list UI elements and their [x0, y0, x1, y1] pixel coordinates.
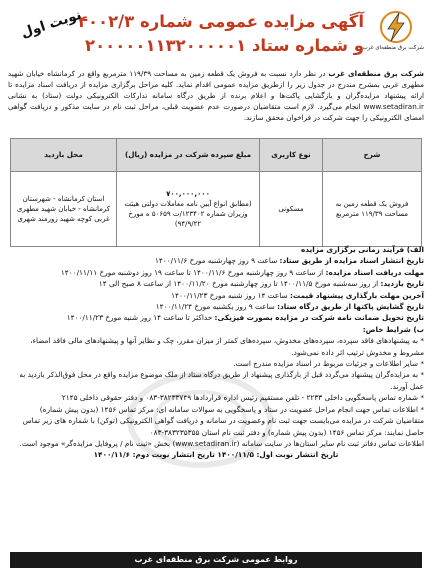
company-logo — [362, 10, 424, 60]
condition-3: * به مزایده‌گران پیشنهاد می‌گردد قبل از بارگذاری پیشنهاد از طریق درگاه ستاد از ملک موضوع مزایده واقع در محل فوق‌الذکر بازدید به عمل آورند. — [19, 370, 424, 391]
condition-1: * به پیشنهادهای فاقد سپرده، سپرده‌های مخدوش، سپرده‌های کمتر از میزان مقرر، چک و نظایر آنها و پیشنهادهای مالی فاقد امضاء، مشروط و مخدوش ترتیب اثر داده نمی‌شود. — [30, 336, 424, 357]
deliver-text: حداکثر تا ساعت ۱۴ روز شنبه مورخ ۱۴۰۰/۱۱/۲۳ — [66, 313, 215, 323]
last-text: ساعت ۱۴ روز شنبه مورخ ۱۴۰۰/۱۱/۲۳ — [171, 290, 290, 300]
cell-use: مسکونی — [260, 172, 323, 247]
condition-5: * اطلاعات تماس جهت انجام مراحل عضویت در ستاد و پاسخگویی به سوالات سامانه ای: مرکز تماس ۱۴۵۶ (بدون پیش شماره) — [39, 404, 424, 414]
intro-text: در نظر دارد نسبت به فروش یک قطعه زمین به مساحت ۱۱۹/۳۹ مترمربع واقع در کرمانشاه خیابان شهید مطهری غربی بمشرح مندرج در جدول زیر را ازطریق مزایده عمومی اقدام نماید. کلیه مراحل برگزاری مزایده از دریافت اسناد مزایده تا ارائه پیشنهاد مزایده‌گران و بازگشایی پاکت‌ها و اعلام برنده از طریق درگاه سامانه تدارکات الکترونیکی دولت (ستاد) به نشانی www.setadiran.ir انجام می‌گیرد. لازم است متقاضیان درصورت عدم عضویت قبلی، مراحل ثبت نام در سایت مذکور و دریافت گواهی امضای الکترونیکی را جهت شرکت در فراخوان محقق سازند. — [8, 69, 424, 122]
table-row — [11, 172, 422, 247]
condition-7: اطلاعات تماس دفاتر ثبت نام سایر استان‌ها در سایت سامانه (www.setadiran.ir) بخش «ثبت نام / پروفایل مزایده‌گر» موجود است. — [19, 438, 424, 448]
pub-label: تاریخ انتشار اسناد مزایده از طریق ستاد: — [279, 256, 424, 266]
pub-text: ساعت ۹ روز چهارشنبه مورخ ۱۴۰۰/۱۱/۶ — [154, 256, 280, 266]
open-label: تاریخ گشایش پاکتها از طریق درگاه ستاد: — [277, 302, 424, 312]
auction-table — [10, 138, 422, 247]
condition-2: * سایر اطلاعات و جزئیات مربوط در اسناد مزایده مندرج است. — [233, 359, 424, 369]
cell-desc: فروش یک قطعه زمین به مساحت ۱۱۹/۳۹ مترمربع — [323, 172, 422, 247]
col-deposit-header: مبلغ سپرده شرکت در مزایده (ریال) — [117, 139, 260, 172]
cell-location: استان کرمانشاه - شهرستان کرمانشاه - خیابان شهید مطهری غربی کوچه شهید زورمند شهری — [11, 172, 117, 247]
col-desc-header: شرح — [323, 139, 422, 172]
deadline-label: مهلت دریافت اسناد مزایده: — [325, 267, 424, 277]
footer-bar: روابط عمومی شرکت برق منطقه‌ای غرب — [10, 552, 422, 568]
deposit-amount: ۷۰۰,۰۰۰,۰۰۰ — [166, 190, 210, 198]
table-header-row — [11, 139, 422, 172]
intro-paragraph — [8, 68, 424, 123]
condition-4: * شماره تماس پاسخگویی داخلی ۲۲۳۳ - تلفن مستقیم رئیس اداره قراردادها ۳۸۲۳۳۷۴۹-۰۸۳ و دفتر حقوقی داخلی ۲۱۴۵ — [61, 393, 424, 403]
ad-title — [77, 10, 364, 58]
cell-deposit — [117, 172, 260, 247]
publish-dates: تاریخ انتشار نوبت اول: ۱۴۰۰/۱۱/۵ تاریخ انتشار نوبت دوم: ۱۴۰۰/۱۱/۶ — [93, 450, 339, 460]
deliver-label: تاریخ تحویل ضمانت نامه شرکت در مزایده بصورت فیزیکی: — [214, 313, 424, 323]
visit-text: از روز سه‌شنبه مورخ ۱۴۰۰/۱۱/۵ تا روز چهارشنبه مورخ ۱۴۰۰/۱۱/۲۰ از ساعت ۸ صبح الی ۱۴ — [98, 279, 381, 289]
logo-caption: شرکت برق منطقه‌ای غرب — [362, 45, 424, 51]
col-use-header: نوع کاربری — [260, 139, 323, 172]
section-a-title: الف) فرآیند زمانی برگزاری مزایده — [300, 245, 424, 254]
deadline-text: از ساعت ۹ روز چهارشنبه مورخ ۱۴۰۰/۱۱/۶ تا ساعت ۱۹ روز دوشنبه مورخ ۱۴۰۰/۱۱/۱۱ — [60, 267, 326, 277]
title-line-2: و شماره ستاد ۲۰۰۰۰۰۱۱۳۲۰۰۰۰۰۱ — [85, 36, 364, 55]
ad-header — [6, 6, 426, 64]
col-location-header: محل بازدید — [11, 139, 117, 172]
lightning-logo-icon — [379, 10, 413, 44]
last-label: آخرین مهلت بارگذاری پیشنهاد قیمت: — [289, 290, 424, 300]
condition-6: متقاضیان شرکت در مزایده می‌بایست جهت ثبت نام وعضویت در سامانه و دریافت گواهی الکترونیکی (توکن) با شماره های زیر تماس حاصل نمایند: مرکز تماس ۱۴۵۶ (بدون پیش شماره) و دفتر ثبت نام استان ۳۸۳۲۳۵۳۵۵-۰۸۳ — [22, 416, 424, 437]
turn-badge: نوبت اول — [19, 6, 84, 42]
section-b-title: ب) شرایط خاص: — [362, 324, 424, 334]
ad-body — [8, 244, 424, 461]
visit-label: تاریخ بازدید: — [380, 279, 424, 289]
intro-lead: شرکت برق منطقه‌ای غرب — [328, 69, 425, 78]
title-line-1: آگهی مزایده عمومی شماره ۴۰۰۲/۳ — [77, 12, 364, 31]
deposit-note: (مطابق انواع آیین نامه معاملات دولتی هیئت وزیران شماره ۱۲۳۴۰۲/ت ۵۰۶۵۹ ه مورخ ۹۴/۹/۲۲) — [124, 200, 252, 228]
open-text: ساعت ۹ روز یکشنبه مورخ ۱۴۰۰/۱۱/۲۴ — [155, 302, 278, 312]
